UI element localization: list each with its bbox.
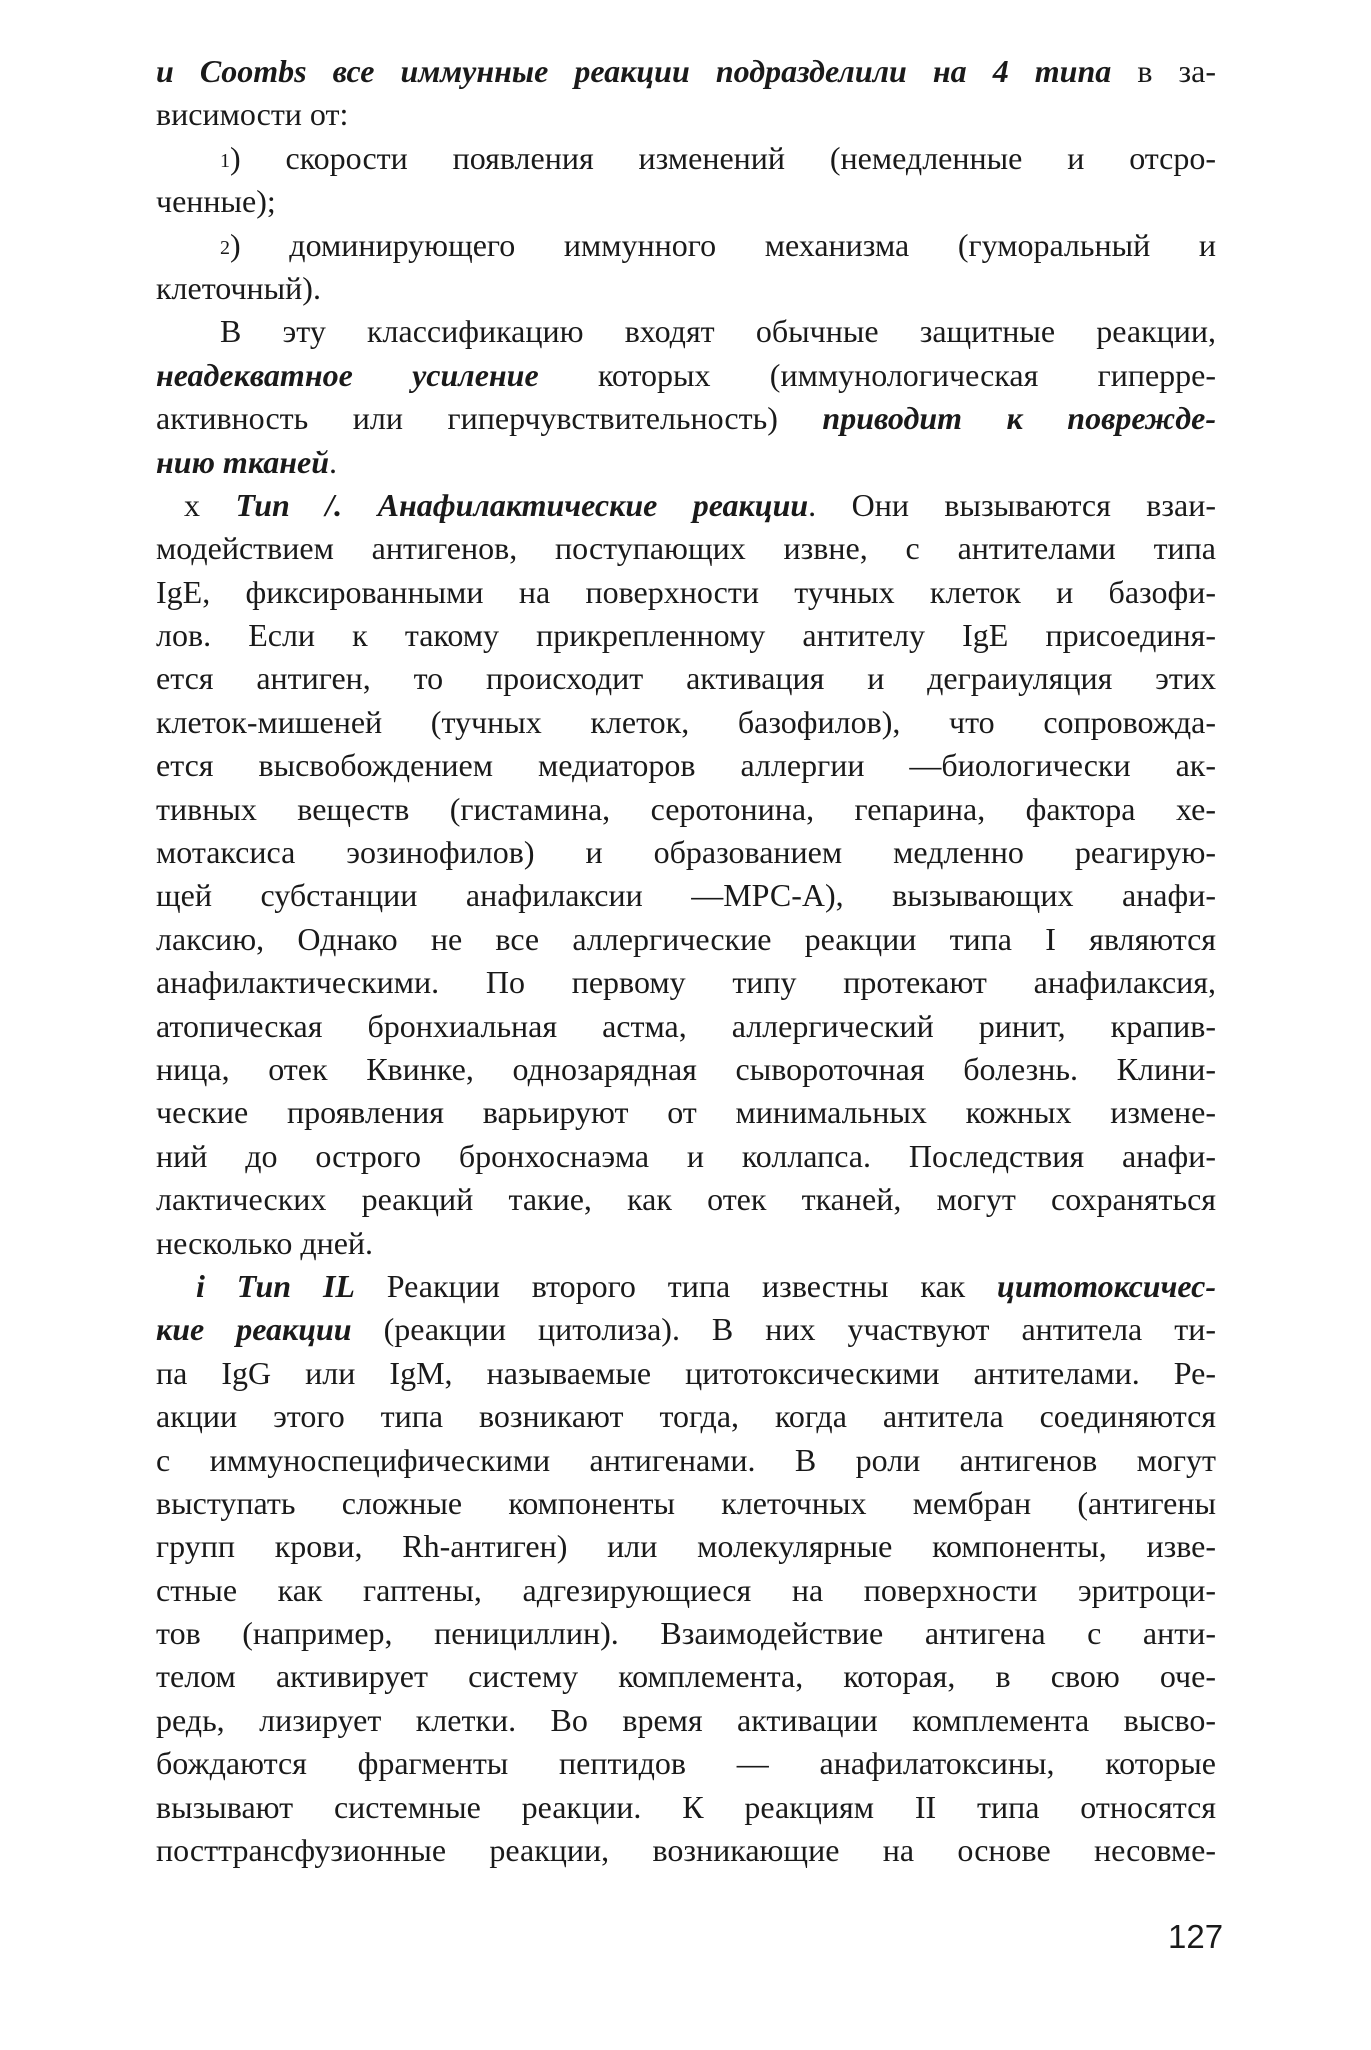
text-run: (реакции цитолиза). В них участвуют антитела ти- — [351, 1311, 1217, 1348]
text-line: щей субстанции анафилаксии —МРС-А), вызывающих анафи- — [156, 877, 1216, 914]
text-line — [156, 137, 1216, 180]
text-line: лов. Если к такому прикрепленному антителу IgE присоединя- — [156, 617, 1216, 654]
text-line: ница, отек Квинке, однозарядная сывороточная болезнь. Клини- — [156, 1050, 1216, 1087]
bold-italic-phrase: цитотоксичес- — [997, 1267, 1217, 1304]
text-run: . — [329, 443, 337, 480]
text-run: активность или гиперчувствительность) — [156, 400, 823, 437]
page-body — [156, 50, 1216, 1872]
text-line: анафилактическими. По первому типу протекают анафилаксия, — [156, 964, 1216, 1001]
text-line: выступать сложные компоненты клеточных мембран (антигены — [156, 1484, 1216, 1521]
page-number: 127 — [1168, 1918, 1224, 1955]
text-line: ется высвобождением медиаторов аллергии —биологически ак- — [156, 747, 1216, 784]
text-line: клеток-мишеней (тучных клеток, базофилов), что сопровожда- — [156, 703, 1216, 740]
text-line: телом активирует систему комплемента, которая, в свою оче- — [156, 1658, 1216, 1695]
text-line: лактических реакций такие, как отек тканей, могут сохраняться — [156, 1181, 1216, 1218]
text-line: тивных веществ (гистамина, серотонина, гепарина, фактора хе- — [156, 790, 1216, 827]
text-run: которых (иммунологическая гиперре- — [538, 356, 1217, 393]
text-line: па IgG или IgM, называемые цитотоксическими антителами. Ре- — [156, 1354, 1216, 1391]
text-line: бождаются фрагменты пептидов — анафилатоксины, которые — [156, 1745, 1216, 1782]
section-heading-type-2: i Тип IL — [196, 1267, 355, 1304]
bold-italic-phrase: приводит к поврежде- — [822, 400, 1217, 437]
text-line: посттрансфузионные реакции, возникающие на основе несовме- — [156, 1832, 1216, 1869]
list-item-2 — [156, 224, 1216, 311]
bold-italic-phrase: и Coombs все иммунные реакции подразделили на 4 типа — [156, 53, 1112, 89]
text-line: тов (например, пенициллин). Взаимодействие антигена с анти- — [156, 1615, 1216, 1652]
text-line: стные как гаптены, адгезирующиеся на поверхности эритроци- — [156, 1571, 1216, 1608]
text-run: ) доминирующего иммунного механизма (гуморальный и — [230, 226, 1216, 263]
type-2-paragraph — [156, 1265, 1216, 1872]
text-line: атопическая бронхиальная астма, аллергический ринит, крапив- — [156, 1007, 1216, 1044]
text-line: с иммуноспецифическими антигенами. В роли антигенов могут — [156, 1441, 1216, 1478]
text-run: . Они вызываются взаи- — [808, 486, 1217, 523]
text-line: редь, лизирует клетки. Во время активации комплемента высво- — [156, 1701, 1216, 1738]
bold-italic-phrase: нию тканей — [156, 443, 329, 480]
classification-paragraph — [156, 310, 1216, 484]
bold-italic-phrase: неадекватное усиление — [156, 356, 539, 393]
intro-paragraph — [156, 50, 1216, 137]
list-number: 1 — [220, 149, 230, 172]
text-run: ) скорости появления изменений (немедленные и отсро- — [230, 139, 1216, 176]
text-line: акции этого типа возникают тогда, когда антитела соединяются — [156, 1398, 1216, 1435]
text-line — [156, 397, 1216, 440]
text-line: IgE, фиксированными на поверхности тучных клеток и базофи- — [156, 573, 1216, 610]
text-line: ченные); — [156, 183, 276, 220]
text-line: клеточный). — [156, 269, 321, 306]
text-line: висимости от: — [156, 96, 349, 133]
text-line: В эту классификацию входят обычные защитные реакции, — [220, 313, 1216, 350]
text-line: групп крови, Rh-антиген) или молекулярные компоненты, изве- — [156, 1528, 1216, 1565]
section-heading-type-1: Тип /. Анафилактические реакции — [235, 486, 809, 523]
paragraph-marker: x — [184, 486, 236, 523]
text-line — [156, 354, 1216, 397]
type-1-paragraph — [156, 484, 1216, 1265]
text-line — [156, 484, 1216, 527]
text-line: модействием антигенов, поступающих извне, с антителами типа — [156, 530, 1216, 567]
text-line — [156, 441, 1216, 484]
text-line — [156, 50, 1216, 93]
text-line: ний до острого бронхоснаэма и коллапса. Последствия анафи- — [156, 1137, 1216, 1174]
text-line: ческие проявления варьируют от минимальных кожных измене- — [156, 1094, 1216, 1131]
text-line: вызывают системные реакции. К реакциям II типа относятся — [156, 1788, 1216, 1825]
bold-italic-phrase: кие реакции — [156, 1311, 352, 1348]
text-line — [156, 1308, 1216, 1351]
text-line: ется антиген, то происходит активация и деграиуляция этих — [156, 660, 1216, 697]
text-line — [156, 1265, 1216, 1308]
text-line: мотаксиса эозинофилов) и образованием медленно реагирую- — [156, 834, 1216, 871]
text-run: Реакции второго типа известны как — [354, 1267, 998, 1304]
text-line: несколько дней. — [156, 1224, 374, 1261]
text-line: лаксию, Однако не все аллергические реакции типа I являются — [156, 920, 1216, 957]
list-number: 2 — [220, 236, 230, 259]
text-line — [156, 224, 1216, 267]
text-run: в за- — [1111, 53, 1217, 89]
list-item-1 — [156, 137, 1216, 224]
